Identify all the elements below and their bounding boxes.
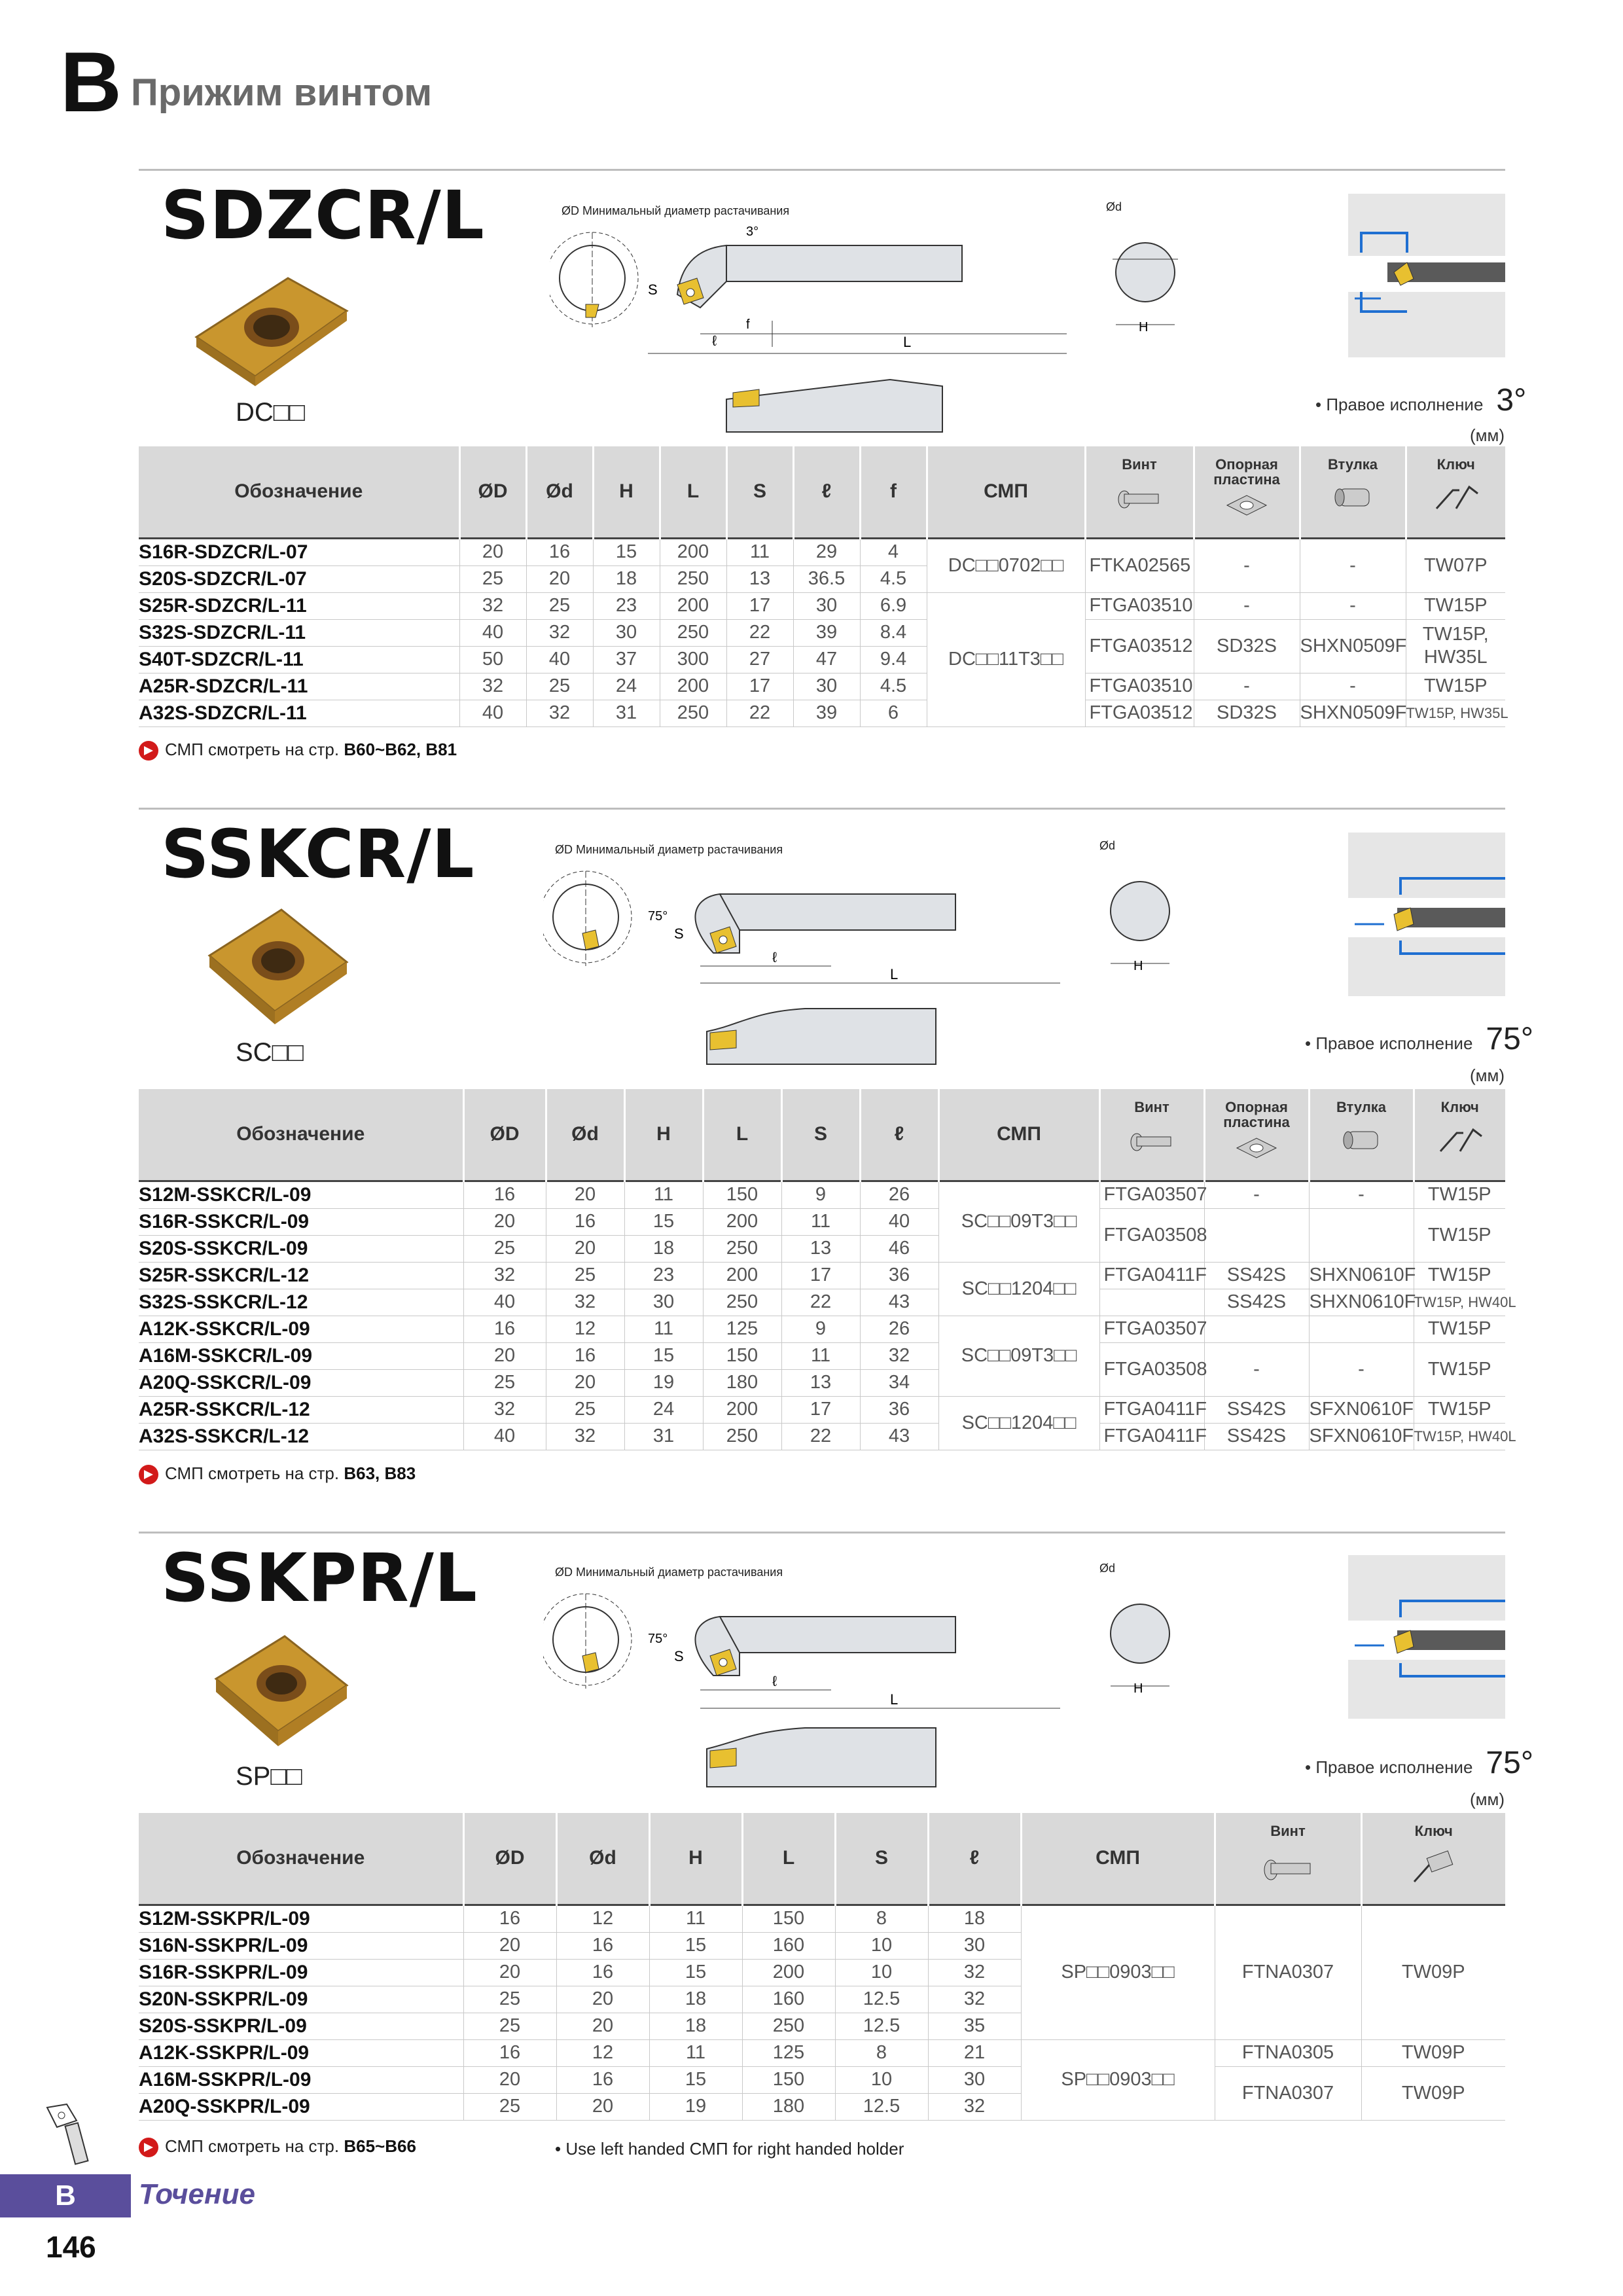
col-key: Ключ <box>1361 1813 1505 1905</box>
col-f: f <box>860 446 927 538</box>
sleeve-icon <box>1338 1126 1384 1153</box>
shank-diameter-label: Ød <box>1106 200 1122 213</box>
spec-table-sskcr <box>139 1089 1516 1450</box>
table-row: S32S-SDZCR/L-11 40 32 30 250 22 39 8.4 FTGA03512 SD32S SHXN0509F TW15P, HW35L <box>139 619 1505 646</box>
dim-l: ℓ <box>772 949 777 965</box>
insert-reference-note: СМП смотреть на стр. B63, B83 <box>139 1463 416 1484</box>
col-S: S <box>835 1813 928 1905</box>
key-icon <box>1433 484 1479 510</box>
col-l: ℓ <box>860 1089 938 1181</box>
col-sleeve: Втулка <box>1309 1089 1414 1181</box>
shim-icon <box>1234 1135 1279 1161</box>
insert-code-label: SC□□ <box>236 1038 304 1067</box>
table-row: S16N-SSKPR/L-09 20 16 15 160 10 30 <box>139 1932 1505 1959</box>
chapter-letter: B <box>60 34 122 130</box>
dim-l: ℓ <box>712 332 717 349</box>
table-row: S16R-SSKPR/L-09 20 16 15 200 10 32 <box>139 1959 1505 1986</box>
table-row: A32S-SDZCR/L-11 40 32 31 250 22 39 6 FTGA03512 SD32S SHXN0509F TW15P, HW35L <box>139 700 1505 726</box>
col-designation: Обозначение <box>139 446 459 538</box>
dim-H: H <box>1139 320 1149 334</box>
insert-dc-image <box>190 265 353 389</box>
section-divider <box>139 1532 1505 1534</box>
col-insert: СМП <box>927 446 1085 538</box>
col-sleeve: Втулка <box>1300 446 1406 538</box>
col-S: S <box>726 446 793 538</box>
table-row: S16R-SSKCR/L-09 20 16 15 200 11 40 FTGA03508 TW15P <box>139 1208 1505 1235</box>
col-shim: Опорная пластина <box>1204 1089 1309 1181</box>
lead-angle: 75° <box>1486 1022 1534 1056</box>
holder-drawing <box>543 1577 1067 1800</box>
table-row: A16M-SSKPR/L-09 20 16 15 150 10 30 FTNA0307 TW09P <box>139 2066 1505 2093</box>
key-icon <box>1437 1126 1483 1153</box>
col-screw: Винт <box>1099 1089 1204 1181</box>
table-row: S12M-SSKCR/L-09 16 20 11 150 9 26 SC□□09T3□□ FTGA03507 - - TW15P <box>139 1181 1505 1208</box>
units-label: (мм) <box>1470 1789 1505 1809</box>
col-l: ℓ <box>928 1813 1021 1905</box>
table-row: A25R-SSKCR/L-12 32 25 24 200 17 36 SC□□1204□□ FTGA0411F SS42S SFXN0610F TW15P <box>139 1396 1505 1423</box>
spec-table-sdzcr <box>139 446 1508 727</box>
col-shank-d: Ød <box>546 1089 624 1181</box>
screw-icon <box>1262 1850 1314 1883</box>
boring-application-drawing <box>1348 1555 1505 1719</box>
col-L: L <box>703 1089 781 1181</box>
right-hand-label: • Правое исполнение <box>1315 395 1484 414</box>
spec-table-sskpr <box>139 1813 1505 2121</box>
col-l: ℓ <box>793 446 860 538</box>
table-row: S25R-SSKCR/L-12 32 25 23 200 17 36 SC□□1204□□ FTGA0411F SS42S SHXN0610F TW15P <box>139 1262 1505 1289</box>
lead-angle: 3° <box>1496 383 1527 418</box>
col-designation: Обозначение <box>139 1813 463 1905</box>
lead-angle: 75° <box>1486 1746 1534 1780</box>
dim-L: L <box>890 1691 899 1708</box>
chapter-title: Прижим винтом <box>131 71 433 114</box>
dim-S: S <box>674 1648 684 1664</box>
col-key: Ключ <box>1414 1089 1505 1181</box>
dim-angle: 3° <box>746 224 759 239</box>
col-designation: Обозначение <box>139 1089 463 1181</box>
table-row: A25R-SDZCR/L-11 32 25 24 200 17 30 4.5 FTGA03510 - - TW15P <box>139 673 1505 700</box>
dim-H: H <box>1133 959 1143 973</box>
hand-angle-row <box>1305 1021 1533 1057</box>
table-row: A12K-SSKCR/L-09 16 12 11 125 9 26 SC□□09T3□□ FTGA03507 TW15P <box>139 1316 1505 1342</box>
col-bore-d: ØD <box>459 446 526 538</box>
section-divider <box>139 808 1505 810</box>
table-row: S20N-SSKPR/L-09 25 20 18 160 12.5 32 <box>139 1986 1505 2013</box>
hand-angle-row <box>1305 1745 1533 1781</box>
screw-icon <box>1116 484 1162 510</box>
table-row: S12M-SSKPR/L-09 16 12 11 150 8 18 SP□□0903□□ FTNA0307 TW09P <box>139 1905 1505 1932</box>
insert-reference-note: СМП смотреть на стр. B60~B62, B81 <box>139 740 457 761</box>
right-hand-label: • Правое исполнение <box>1305 1757 1473 1777</box>
table-row: S25R-SDZCR/L-11 32 25 23 200 17 30 6.9 DC□□11T3□□ FTGA03510 - - TW15P <box>139 592 1505 619</box>
shank-section-drawing <box>1099 220 1191 338</box>
dim-f: f <box>746 317 750 332</box>
col-insert: СМП <box>1021 1813 1215 1905</box>
table-row: A20Q-SSKPR/L-09 25 20 19 180 12.5 32 <box>139 2093 1505 2120</box>
section-title: SSKPR/L <box>161 1539 478 1617</box>
shank-diameter-label: Ød <box>1099 1562 1116 1575</box>
shim-icon <box>1224 492 1270 518</box>
col-screw: Винт <box>1085 446 1194 538</box>
col-bore-d: ØD <box>463 1089 546 1181</box>
table-row: S40T-SDZCR/L-11 50 40 37 300 27 47 9.4 <box>139 646 1505 673</box>
chapter-tab: B <box>0 2174 131 2217</box>
screw-icon <box>1129 1126 1175 1153</box>
insert-reference-note: СМП смотреть на стр. B65~B66 <box>139 2136 416 2157</box>
min-bore-diameter-label: ØD Минимальный диаметр растачивания <box>555 1566 783 1579</box>
col-shank-d: Ød <box>556 1813 649 1905</box>
col-L: L <box>742 1813 835 1905</box>
insert-code-label: SP□□ <box>236 1762 302 1791</box>
insert-sp-image <box>209 1630 353 1754</box>
sleeve-icon <box>1330 484 1376 510</box>
insert-sc-image <box>203 903 353 1034</box>
table-row: A32S-SSKCR/L-12 40 32 31 250 22 43 FTGA0411F SS42S SFXN0610F TW15P, HW40L <box>139 1423 1505 1450</box>
key-icon <box>1408 1850 1460 1883</box>
dim-L: L <box>890 966 899 982</box>
table-row: A16M-SSKCR/L-09 20 16 15 150 11 32 FTGA03508 - - TW15P <box>139 1342 1505 1369</box>
table-row: S20S-SSKCR/L-09 25 20 18 250 13 46 <box>139 1235 1505 1262</box>
dim-l: ℓ <box>772 1673 777 1689</box>
col-key: Ключ <box>1406 446 1505 538</box>
table-row: S16R-SDZCR/L-07 20 16 15 200 11 29 4 DC□□0702□□ FTKA02565 - - TW07P <box>139 538 1505 565</box>
hand-angle-row <box>1315 382 1526 418</box>
dim-S: S <box>648 281 658 298</box>
col-shim: Опорная пластина <box>1194 446 1300 538</box>
holder-drawing <box>550 216 1073 439</box>
col-bore-d: ØD <box>463 1813 556 1905</box>
chapter-name: Точение <box>139 2178 255 2210</box>
dim-angle: 75° <box>648 1632 668 1646</box>
table-row: S32S-SSKCR/L-12 40 32 30 250 22 43 SS42S SHXN0610F TW15P, HW40L <box>139 1289 1505 1316</box>
left-hand-insert-note: • Use left handed СМП for right handed holder <box>555 2139 904 2159</box>
shank-section-drawing <box>1094 1581 1186 1699</box>
turning-tool-icon <box>41 2101 99 2166</box>
col-insert: СМП <box>938 1089 1099 1181</box>
table-row: S20S-SDZCR/L-07 25 20 18 250 13 36.5 4.5 <box>139 565 1505 592</box>
arrow-right-icon <box>139 2138 158 2157</box>
dim-angle: 75° <box>648 909 668 924</box>
boring-application-drawing <box>1348 833 1505 996</box>
arrow-right-icon <box>139 1465 158 1484</box>
table-row: A12K-SSKPR/L-09 16 12 11 125 8 21 SP□□0903□□ FTNA0305 TW09P <box>139 2039 1505 2066</box>
right-hand-label: • Правое исполнение <box>1305 1033 1473 1053</box>
section-title: SDZCR/L <box>161 177 485 255</box>
dim-L: L <box>903 334 912 350</box>
col-L: L <box>660 446 726 538</box>
col-H: H <box>624 1089 703 1181</box>
insert-code-label: DC□□ <box>236 398 306 427</box>
col-screw: Винт <box>1215 1813 1361 1905</box>
arrow-right-icon <box>139 741 158 761</box>
units-label: (мм) <box>1470 1066 1505 1085</box>
holder-drawing <box>543 855 1067 1071</box>
col-H: H <box>593 446 660 538</box>
dim-S: S <box>674 925 684 942</box>
col-S: S <box>781 1089 860 1181</box>
shank-section-drawing <box>1094 859 1186 977</box>
section-divider <box>139 169 1505 171</box>
min-bore-diameter-label: ØD Минимальный диаметр растачивания <box>555 843 783 856</box>
section-title: SSKCR/L <box>161 816 475 893</box>
shank-diameter-label: Ød <box>1099 839 1116 852</box>
boring-application-drawing <box>1348 194 1505 357</box>
units-label: (мм) <box>1470 425 1505 445</box>
table-row: A20Q-SSKCR/L-09 25 20 19 180 13 34 <box>139 1369 1505 1396</box>
col-H: H <box>649 1813 742 1905</box>
page-number: 146 <box>46 2230 96 2264</box>
dim-H: H <box>1133 1681 1143 1696</box>
table-row: S20S-SSKPR/L-09 25 20 18 250 12.5 35 <box>139 2013 1505 2039</box>
col-shank-d: Ød <box>526 446 593 538</box>
min-bore-diameter-label: ØD Минимальный диаметр растачивания <box>562 204 790 217</box>
